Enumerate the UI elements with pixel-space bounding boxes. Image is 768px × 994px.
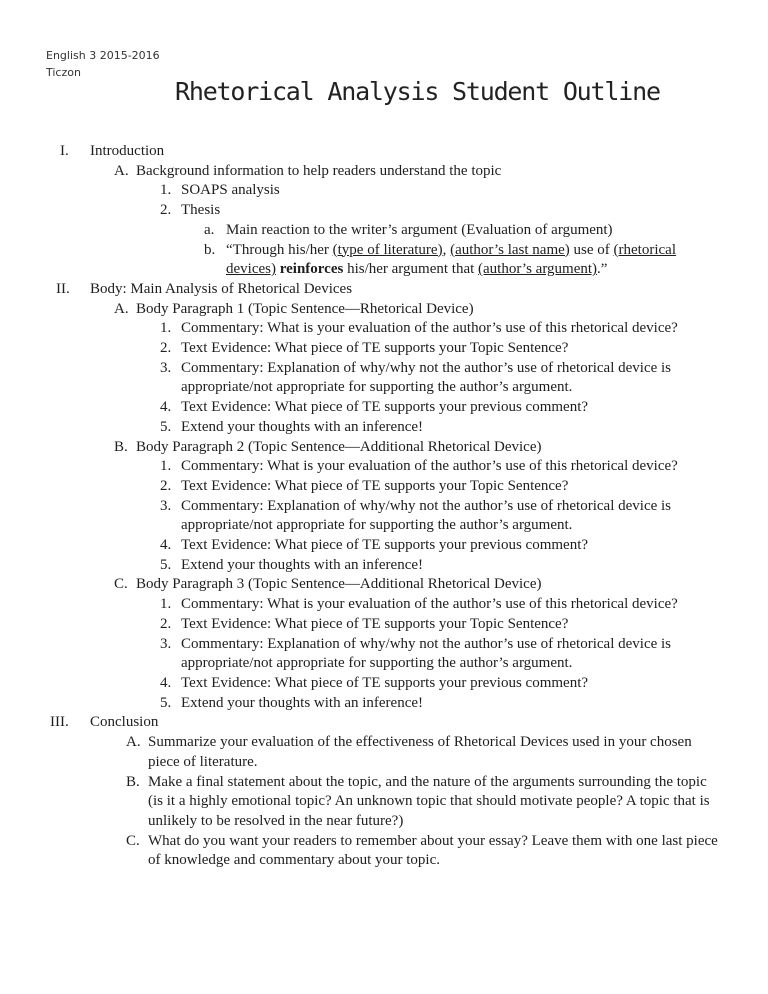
roman-numeral: II. xyxy=(56,280,70,297)
number-marker: 1. xyxy=(160,320,172,337)
outline xyxy=(0,142,768,871)
item-text: Thesis xyxy=(181,202,221,219)
number-marker: 2. xyxy=(160,202,172,219)
placeholder-author-last-name: (author’s last name) xyxy=(450,241,570,258)
outline-item xyxy=(0,556,768,576)
number-marker: 5. xyxy=(160,694,172,711)
outline-item-continued xyxy=(0,516,768,536)
letter-marker: B. xyxy=(126,773,140,790)
item-text: appropriate/not appropriate for supporting the author’s argument. xyxy=(181,517,573,534)
item-text: unlikely to be resolved in the near future?) xyxy=(148,812,404,829)
course-label: English 3 2015-2016 xyxy=(46,49,160,62)
number-marker: 1. xyxy=(160,182,172,199)
outline-item xyxy=(0,162,768,182)
placeholder-rhetorical-devices: devices) xyxy=(226,261,276,278)
item-text: Commentary: Explanation of why/why not the author’s use of rhetorical device is xyxy=(181,635,672,652)
letter-marker: C. xyxy=(114,576,128,593)
item-text: (is it a highly emotional topic? An unknown topic that should motivate people? A topic that is xyxy=(148,793,710,810)
outline-item xyxy=(0,300,768,320)
outline-item xyxy=(0,595,768,615)
outline-item xyxy=(0,733,768,753)
thesis-text-part: , xyxy=(442,241,451,258)
item-text: Body Paragraph 1 (Topic Sentence—Rhetorical Device) xyxy=(136,300,474,317)
roman-numeral: I. xyxy=(60,143,69,159)
keyword-reinforces: reinforces xyxy=(279,261,344,278)
letter-marker: A. xyxy=(126,734,141,751)
thesis-text-part: .” xyxy=(597,261,608,278)
placeholder-rhetorical-devices: (rhetorical xyxy=(613,241,676,258)
outline-item xyxy=(0,497,768,517)
number-marker: 5. xyxy=(160,556,172,573)
number-marker: 2. xyxy=(160,615,172,632)
outline-item-continued xyxy=(0,378,768,398)
outline-item-continued xyxy=(0,654,768,674)
outline-item xyxy=(0,773,768,793)
outline-item xyxy=(0,832,768,852)
item-text: Body Paragraph 3 (Topic Sentence—Additional Rhetorical Device) xyxy=(136,576,542,593)
number-marker: 3. xyxy=(160,635,172,652)
item-text: Text Evidence: What piece of TE supports your previous comment? xyxy=(181,399,589,416)
outline-item xyxy=(0,477,768,497)
item-text: Text Evidence: What piece of TE supports your Topic Sentence? xyxy=(181,340,569,357)
item-text: Background information to help readers understand the topic xyxy=(136,162,502,179)
outline-section-body xyxy=(0,280,768,300)
outline-item xyxy=(0,221,768,241)
placeholder-type-of-literature: (type of literature) xyxy=(332,241,443,258)
item-text: Text Evidence: What piece of TE supports your previous comment? xyxy=(181,674,589,691)
number-marker: 4. xyxy=(160,537,172,554)
outline-item xyxy=(0,181,768,201)
item-text: appropriate/not appropriate for supporting the author’s argument. xyxy=(181,379,573,396)
outline-section-introduction xyxy=(0,142,768,162)
number-marker: 1. xyxy=(160,596,172,613)
number-marker: 5. xyxy=(160,418,172,435)
document-header xyxy=(46,47,160,81)
item-text: Commentary: Explanation of why/why not the author’s use of rhetorical device is xyxy=(181,497,672,514)
item-text: Commentary: What is your evaluation of the author’s use of this rhetorical device? xyxy=(181,458,678,475)
number-marker: 2. xyxy=(160,477,172,494)
thesis-text-part: use of xyxy=(569,241,614,258)
outline-item xyxy=(0,319,768,339)
page-title: Rhetorical Analysis Student Outline xyxy=(175,77,660,106)
teacher-name: Ticzon xyxy=(46,66,81,79)
outline-item xyxy=(0,457,768,477)
item-text: Main reaction to the writer’s argument (Evaluation of argument) xyxy=(226,221,613,238)
item-text: piece of literature. xyxy=(148,753,258,770)
outline-item-continued xyxy=(0,812,768,832)
letter-marker: b. xyxy=(204,241,216,258)
number-marker: 3. xyxy=(160,359,172,376)
number-marker: 1. xyxy=(160,458,172,475)
thesis-text-part: “Through his/her xyxy=(226,241,333,258)
item-text: What do you want your readers to remember about your essay? Leave them with one last piece xyxy=(148,832,718,849)
thesis-text xyxy=(226,242,676,258)
outline-item xyxy=(0,398,768,418)
section-heading: Body: Main Analysis of Rhetorical Devices xyxy=(90,280,353,297)
outline-item xyxy=(0,635,768,655)
letter-marker: C. xyxy=(126,832,140,849)
outline-item xyxy=(0,438,768,458)
number-marker: 4. xyxy=(160,674,172,691)
item-text: Make a final statement about the topic, and the nature of the arguments surrounding the topic xyxy=(148,773,707,790)
item-text: appropriate/not appropriate for supporting the author’s argument. xyxy=(181,655,573,672)
item-text: Body Paragraph 2 (Topic Sentence—Additional Rhetorical Device) xyxy=(136,438,542,455)
thesis-text xyxy=(226,261,607,277)
section-heading: Conclusion xyxy=(90,714,159,731)
outline-item xyxy=(0,201,768,221)
item-text: SOAPS analysis xyxy=(181,182,280,199)
item-text: Commentary: What is your evaluation of the author’s use of this rhetorical device? xyxy=(181,320,678,337)
item-text: Summarize your evaluation of the effectiveness of Rhetorical Devices used in your chosen xyxy=(148,734,692,751)
thesis-template xyxy=(0,241,768,261)
outline-item xyxy=(0,674,768,694)
outline-item xyxy=(0,575,768,595)
outline-item xyxy=(0,694,768,714)
thesis-text-part: his/her argument that xyxy=(343,261,479,278)
item-text: Text Evidence: What piece of TE supports your previous comment? xyxy=(181,537,589,554)
item-text: Extend your thoughts with an inference! xyxy=(181,418,424,435)
outline-item xyxy=(0,615,768,635)
item-text: Text Evidence: What piece of TE supports your Topic Sentence? xyxy=(181,477,569,494)
item-text: Text Evidence: What piece of TE supports your Topic Sentence? xyxy=(181,615,569,632)
outline-item xyxy=(0,359,768,379)
letter-marker: A. xyxy=(114,162,129,179)
outline-item xyxy=(0,339,768,359)
item-text: Extend your thoughts with an inference! xyxy=(181,556,424,573)
item-text: of knowledge and commentary about your topic. xyxy=(148,852,441,869)
section-heading: Introduction xyxy=(90,143,165,159)
thesis-template-continued xyxy=(0,260,768,280)
outline-item-continued xyxy=(0,851,768,871)
item-text: Commentary: Explanation of why/why not the author’s use of rhetorical device is xyxy=(181,359,672,376)
outline-item xyxy=(0,418,768,438)
item-text: Extend your thoughts with an inference! xyxy=(181,694,424,711)
number-marker: 3. xyxy=(160,497,172,514)
outline-item xyxy=(0,536,768,556)
letter-marker: a. xyxy=(204,221,215,238)
number-marker: 4. xyxy=(160,399,172,416)
letter-marker: A. xyxy=(114,300,129,317)
number-marker: 2. xyxy=(160,340,172,357)
placeholder-author-argument: (author’s argument) xyxy=(478,261,598,278)
outline-item-continued xyxy=(0,792,768,812)
outline-item-continued xyxy=(0,753,768,773)
letter-marker: B. xyxy=(114,438,128,455)
outline-section-conclusion xyxy=(0,713,768,733)
roman-numeral: III. xyxy=(50,714,69,731)
item-text: Commentary: What is your evaluation of the author’s use of this rhetorical device? xyxy=(181,596,678,613)
